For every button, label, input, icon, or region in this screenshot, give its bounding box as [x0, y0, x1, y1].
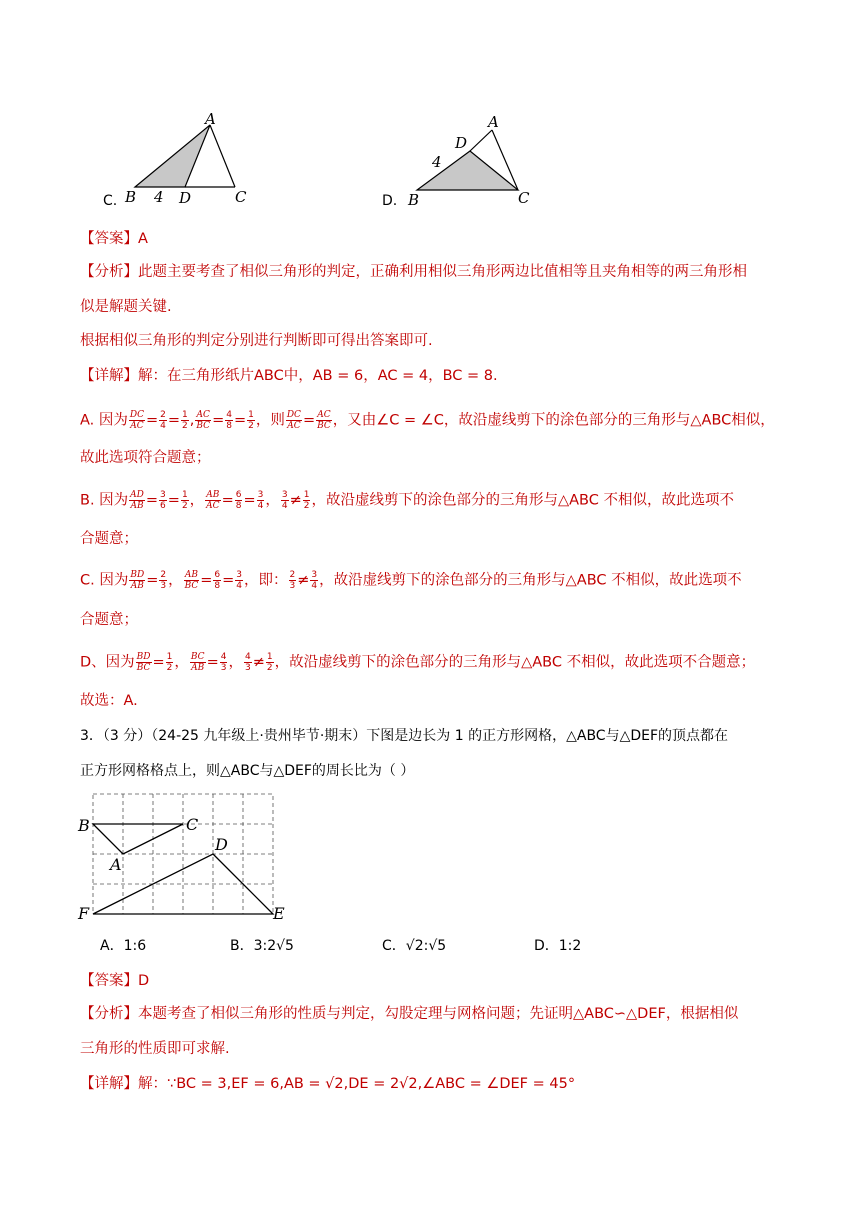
- option-b-prefix: B. 因为: [80, 492, 129, 509]
- option-d-suffix: ，故沿虚线剪下的涂色部分的三角形与△ABC 不相似，故此选项不合题意；: [274, 654, 756, 671]
- q3-option-a[interactable]: A．1:6: [100, 938, 147, 954]
- analysis-text: 此题主要考查了相似三角形的判定，正确利用相似三角形两边比值相等且夹角相等的两三角形相: [138, 264, 747, 280]
- label-a: A: [488, 113, 499, 131]
- label-b: B: [125, 188, 137, 206]
- q2-option-d-line-1: D、因为 $\frac{BD}{BC}$ = $\frac{1}{2}$ ， $\frac{BC}{AB}$ = $\frac{4}{3}$ ， $\frac{4}{3}$ ≠ $\frac{1}{2}$ ，故沿虚线剪下的涂色部分的三角形与△ABC 不相似，故此选项不合题意；: [80, 652, 756, 673]
- option-c-suffix: ，故沿虚线剪下的涂色部分的三角形与△ABC 不相似，故此选项不: [319, 572, 742, 589]
- detail-tag: 【详解】: [80, 368, 138, 384]
- q3-option-c[interactable]: C．√2:√5: [382, 938, 447, 954]
- label-a: A: [110, 855, 122, 874]
- q2-detail: [80, 366, 498, 386]
- label-d: D: [455, 134, 468, 152]
- label-b: B: [78, 816, 90, 835]
- label-c: C: [186, 815, 199, 834]
- q2-analysis-line-3: 根据相似三角形的判定分别进行判断即可得出答案即可.: [80, 333, 433, 349]
- q2-option-c-line-1: C. 因为 $\frac{BD}{AB}$ = $\frac{2}{3}$ ， $\frac{AB}{BC}$ = $\frac{6}{8}$ = $\frac{3}{4}$ ，即： $\frac{2}{3}$ ≠ $\frac{3}{4}$ ，故沿虚线剪下的涂色部分的三角形与△ABC 不相似，故此选项不: [80, 570, 742, 591]
- q3-answer: 【答案】D: [80, 973, 150, 989]
- q3-analysis-line-2: 三角形的性质即可求解.: [80, 1041, 230, 1057]
- label-f: F: [78, 904, 90, 923]
- q2-conclusion: 故选：A.: [80, 693, 138, 709]
- q3-stem-line-2: 正方形网格格点上，则△ABC与△DEF的周长比为（ ）: [80, 763, 415, 779]
- analysis-tag: 【分析】: [80, 264, 138, 280]
- label-b: B: [408, 191, 420, 209]
- q2-answer: 【答案】A: [80, 231, 148, 247]
- figure-option-d: [400, 110, 560, 215]
- analysis-text: 本题考查了相似三角形的性质与判定，勾股定理与网格问题；先证明△ABC∽△DEF，根据相似: [138, 1006, 739, 1022]
- q2-analysis-line-1: [80, 262, 747, 282]
- detail-text: 解：∵BC = 3,EF = 6,AB = √2,DE = 2√2,∠ABC = ∠DEF = 45°: [138, 1076, 576, 1092]
- q3-detail: [80, 1074, 575, 1094]
- q3-stem-line-1: 3．（3 分）（24-25 九年级上·贵州毕节·期末）下图是边长为 1 的正方形网格，△ABC与△DEF的顶点都在: [80, 728, 729, 744]
- figure-c-option-label: C.: [103, 193, 118, 209]
- option-a-suffix: ，又由∠C = ∠C，故沿虚线剪下的涂色部分的三角形与△ABC相似，: [332, 412, 775, 429]
- q3-option-b[interactable]: B．3:2√5: [230, 938, 294, 954]
- label-side: 4: [154, 188, 164, 206]
- q2-analysis-line-2: 似是解题关键.: [80, 299, 172, 315]
- q3-grid-figure: [75, 788, 295, 928]
- q2-option-c-line-2: 合题意；: [80, 612, 138, 628]
- option-d-prefix: D、因为: [80, 654, 135, 671]
- q3-analysis-line-1: [80, 1004, 738, 1024]
- option-a-prefix: A. 因为: [80, 412, 128, 429]
- triangle-abc: [93, 824, 183, 854]
- label-a: A: [205, 110, 216, 128]
- figure-option-c: [95, 110, 265, 215]
- label-c: C: [235, 188, 247, 206]
- label-c: C: [518, 189, 530, 207]
- edge-ac: [210, 125, 235, 187]
- edge-ad: [470, 130, 492, 151]
- option-c-prefix: C. 因为: [80, 572, 129, 589]
- label-d: D: [179, 189, 192, 207]
- figure-d-option-label: D.: [382, 193, 398, 209]
- q2-option-a-line-1: A. 因为 $\frac{DC}{AC}$ = $\frac{2}{4}$ = $\frac{1}{2}$ , $\frac{AC}{BC}$ = $\frac{4}{8}$ = $\frac{1}{2}$ ，则 $\frac{DC}{AC}$ = $\frac{AC}{BC}$ ，又由∠C = ∠C，故沿虚线剪下的涂色部分的三角形与△ABC相似，: [80, 410, 775, 431]
- label-d: D: [215, 835, 228, 854]
- analysis-tag: 【分析】: [80, 1006, 138, 1022]
- detail-tag: 【详解】: [80, 1076, 138, 1092]
- q2-option-a-line-2: 故此选项符合题意；: [80, 450, 211, 466]
- dashed-grid: [93, 794, 273, 914]
- detail-text: 解：在三角形纸片ABC中，AB = 6，AC = 4，BC = 8.: [138, 368, 498, 384]
- label-side: 4: [432, 153, 442, 171]
- shaded-triangle-abd: [135, 125, 210, 187]
- q2-option-b-line-1: B. 因为 $\frac{AD}{AB}$ = $\frac{3}{6}$ = $\frac{1}{2}$ ， $\frac{AB}{AC}$ = $\frac{6}{8}$ = $\frac{3}{4}$ ， $\frac{3}{4}$ ≠ $\frac{1}{2}$ ，故沿虚线剪下的涂色部分的三角形与△ABC 不相似，故此选项不: [80, 490, 734, 511]
- option-b-suffix: ，故沿虚线剪下的涂色部分的三角形与△ABC 不相似，故此选项不: [311, 492, 734, 509]
- q3-option-d[interactable]: D．1:2: [534, 938, 582, 954]
- label-e: E: [273, 904, 285, 923]
- q2-option-b-line-2: 合题意；: [80, 531, 138, 547]
